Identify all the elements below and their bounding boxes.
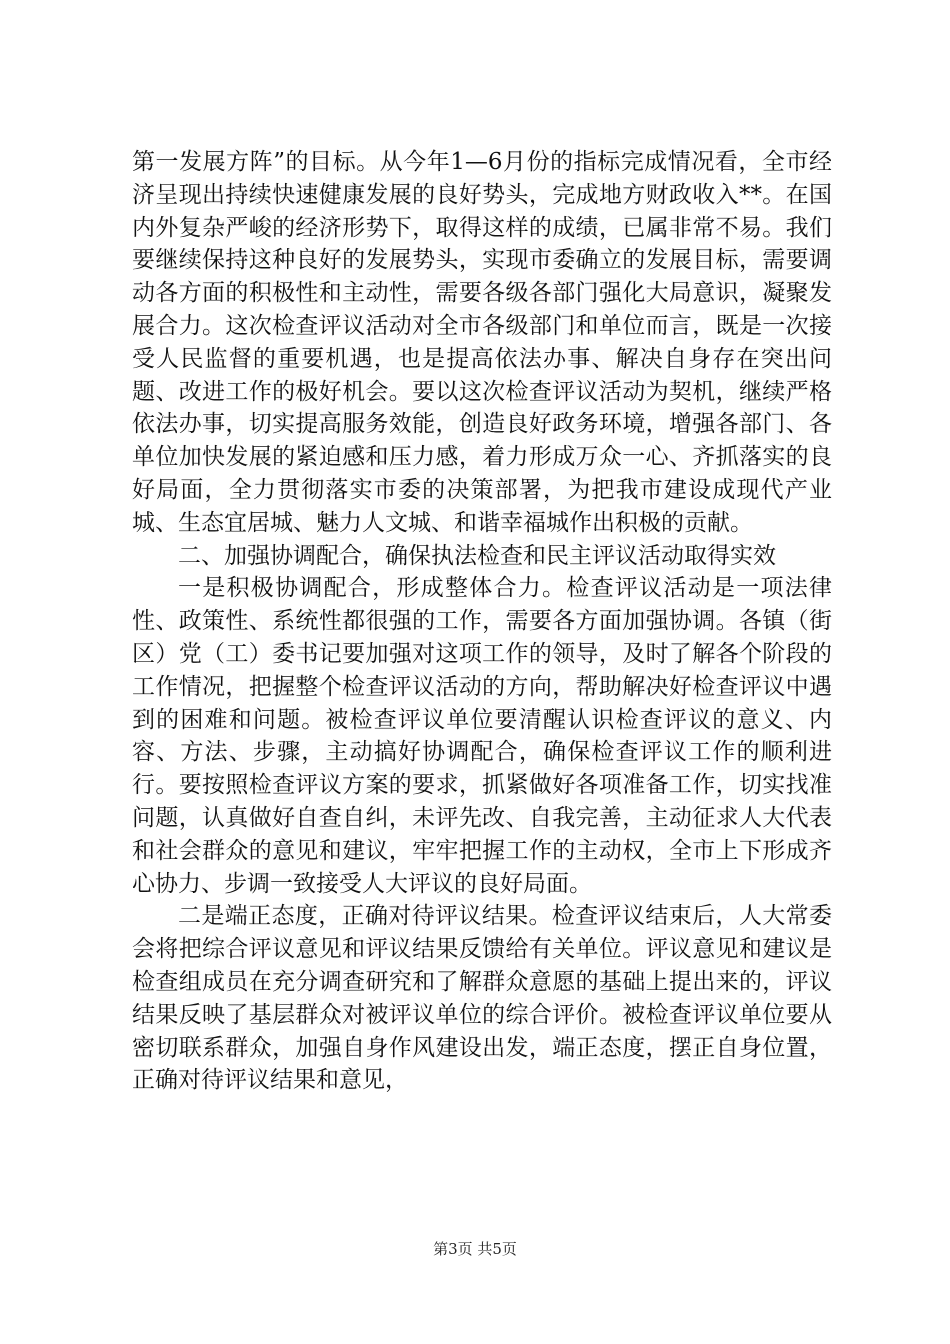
document-body: [132, 146, 832, 1097]
paragraph-continuation: 第一发展方阵”的目标。从今年1—6月份的指标完成情况看，全市经济呈现出持续快速健康发展的良好势头，完成地方财政收入**。在国内外复杂严峻的经济形势下，取得这样的成绩，已属非常不易。我们要继续保持这种良好的发展势头，实现市委确立的发展目标，需要调动各方面的积极性和主动性，需要各级各部门强化大局意识，凝聚发展合力。这次检查评议活动对全市各级部门和单位而言，既是一次接受人民监督的重要机遇，也是提高依法办事、解决自身存在突出问题、改进工作的极好机会。要以这次检查评议活动为契机，继续严格依法办事，切实提高服务效能，创造良好政务环境，增强各部门、各单位加快发展的紧迫感和压力感，着力形成万众一心、齐抓落实的良好局面，全力贯彻落实市委的决策部署，为把我市建设成现代产业城、生态宜居城、魅力人文城、和谐幸福城作出积极的贡献。: [132, 149, 832, 536]
paragraph-attitude: 二是端正态度，正确对待评议结果。检查评议结束后，人大常委会将把综合评议意见和评议结果反馈给有关单位。评议意见和建议是检查组成员在充分调查研究和了解群众意愿的基础上提出来的，评议结果反映了基层群众对被评议单位的综合评价。被检查评议单位要从密切联系群众，加强自身作风建设出发，端正态度，摆正自身位置，正确对待评议结果和意见，: [132, 903, 832, 1094]
section-heading: 二、加强协调配合，确保执法检查和民主评议活动取得实效: [178, 542, 776, 569]
page-footer: 第3页 共5页: [433, 1240, 517, 1258]
paragraph-coordination: 一是积极协调配合，形成整体合力。检查评议活动是一项法律性、政策性、系统性都很强的工作，需要各方面加强协调。各镇（街区）党（工）委书记要加强对这项工作的领导，及时了解各个阶段的工作情况，把握整个检查评议活动的方向，帮助解决好检查评议中遇到的困难和问题。被检查评议单位要清醒认识检查评议的意义、内容、方法、步骤，主动搞好协调配合，确保检查评议工作的顺利进行。要按照检查评议方案的要求，抓紧做好各项准备工作，切实找准问题，认真做好自查自纠，未评先改、自我完善，主动征求人大代表和社会群众的意见和建议，牢牢把握工作的主动权，全市上下形成齐心协力、步调一致接受人大评议的良好局面。: [132, 575, 832, 897]
